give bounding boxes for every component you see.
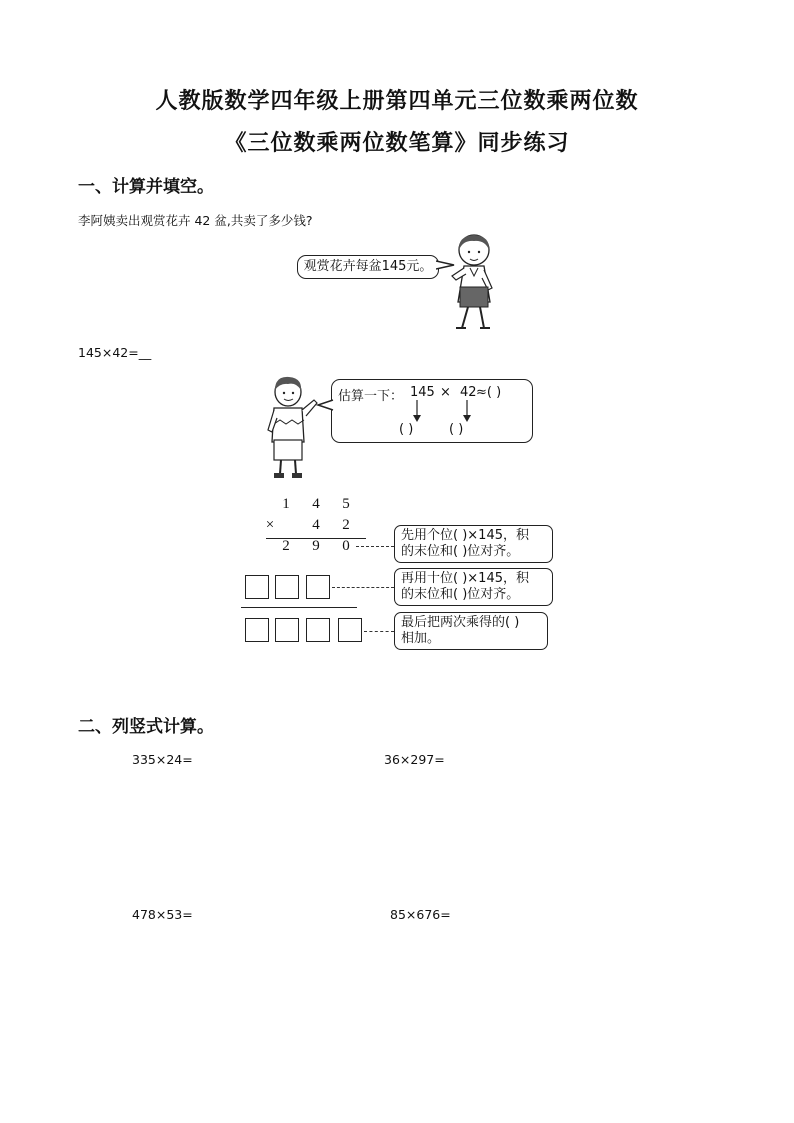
estimate-times: × xyxy=(440,385,451,400)
page-title-line2: 《三位数乘两位数笔算》同步练习 xyxy=(224,130,570,156)
digit-2: 2 xyxy=(342,517,350,533)
teacher-figure-icon xyxy=(444,232,504,332)
boy-bubble-tail-icon xyxy=(316,398,334,412)
boy-figure-icon xyxy=(262,374,322,482)
answer-square[interactable] xyxy=(275,575,299,599)
hint1-line1: 先用个位( )×145，积 xyxy=(401,528,529,543)
section1-heading: 一、计算并填空。 xyxy=(78,177,214,197)
digit-4b: 4 xyxy=(312,517,320,533)
hint-box-ones xyxy=(394,525,553,563)
partial1-digit-2: 2 xyxy=(282,538,290,554)
estimate-result-blank[interactable]: ≈( ) xyxy=(476,385,502,400)
down-arrow-icon xyxy=(412,400,422,424)
answer-square[interactable] xyxy=(275,618,299,642)
digit-4: 4 xyxy=(312,496,320,512)
answer-square[interactable] xyxy=(306,575,330,599)
partial1-digit-9: 9 xyxy=(312,538,320,554)
hint1-line2: 的末位和( )位对齐。 xyxy=(401,544,520,559)
problem-478x53[interactable]: 478×53= xyxy=(132,907,193,922)
answer-square[interactable] xyxy=(306,618,330,642)
hint-box-tens xyxy=(394,568,553,606)
hint3-line1: 最后把两次乘得的( ) xyxy=(401,615,520,630)
answer-square[interactable] xyxy=(245,575,269,599)
digit-5: 5 xyxy=(342,496,350,512)
partial1-digit-0: 0 xyxy=(342,538,350,554)
hint-box-sum xyxy=(394,612,548,650)
estimate-round-blank-2[interactable]: ( ) xyxy=(449,422,464,437)
dashed-connector xyxy=(364,631,394,632)
problem-335x24[interactable]: 335×24= xyxy=(132,752,193,767)
problem-text: 李阿姨卖出观赏花卉 42 盆,共卖了多少钱? xyxy=(78,213,313,228)
answer-square[interactable] xyxy=(245,618,269,642)
estimate-bubble xyxy=(331,379,533,443)
estimate-b: 42 xyxy=(460,385,477,400)
sum-line xyxy=(241,607,357,608)
hint3-line2: 相加。 xyxy=(401,631,441,646)
teacher-bubble-text: 观赏花卉每盆145元。 xyxy=(303,259,433,274)
estimate-a: 145 xyxy=(410,385,435,400)
section2-heading: 二、列竖式计算。 xyxy=(78,717,214,737)
problem-85x676[interactable]: 85×676= xyxy=(390,907,451,922)
hint2-line2: 的末位和( )位对齐。 xyxy=(401,587,520,602)
problem-36x297[interactable]: 36×297= xyxy=(384,752,445,767)
hint2-line1: 再用十位( )×145，积 xyxy=(401,571,529,586)
times-sign: × xyxy=(265,517,275,533)
estimate-label: 估算一下： xyxy=(338,389,404,404)
dashed-connector xyxy=(332,587,394,588)
teacher-speech-bubble xyxy=(297,255,439,279)
estimate-round-blank-1[interactable]: ( ) xyxy=(399,422,414,437)
digit-1: 1 xyxy=(282,496,290,512)
answer-square[interactable] xyxy=(338,618,362,642)
down-arrow-icon xyxy=(462,400,472,424)
equation-145x42[interactable]: 145×42=__ xyxy=(78,345,152,360)
dashed-connector xyxy=(356,546,394,547)
page-title-line1: 人教版数学四年级上册第四单元三位数乘两位数 xyxy=(155,88,639,114)
